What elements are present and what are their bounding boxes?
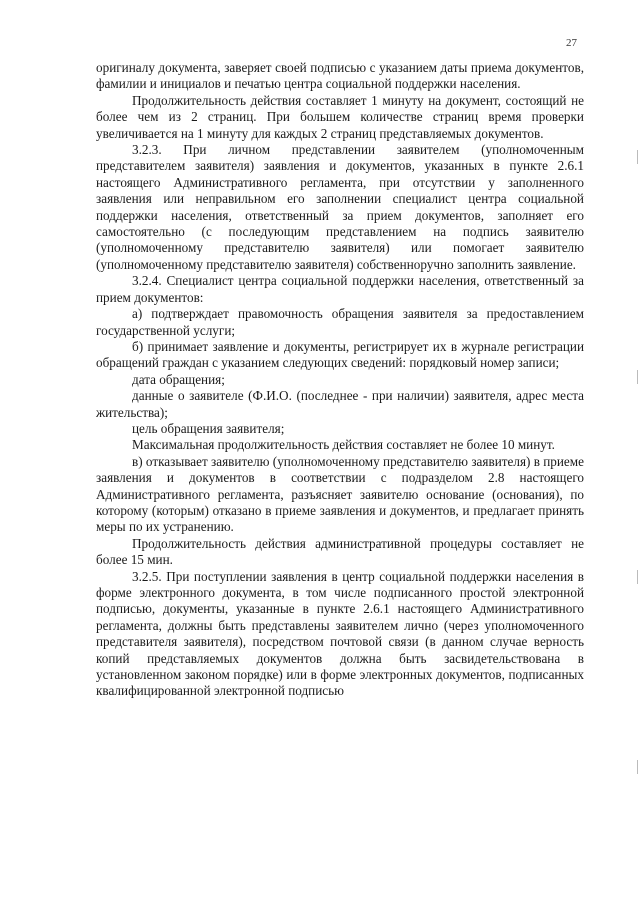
scan-edge-mark	[637, 760, 638, 774]
scan-edge-mark	[637, 370, 638, 384]
page-number: 27	[566, 37, 577, 49]
paragraph-item-v: в) отказывает заявителю (уполномоченному представителю заявителя) в приеме заявления и документов в соответствии с подразделом 2.8 настоящего Административного регламента, разъясняет заявителю основание (основания), по которому (которым) отказано в приеме заявления и документов, и предлагает принять меры по их устранению.	[96, 453, 584, 535]
paragraph-procedure-duration: Продолжительность действия административной процедуры составляет не более 15 мин.	[96, 535, 584, 568]
paragraph-item-b: б) принимает заявление и документы, регистрирует их в журнале регистрации обращений граждан с указанием следующих сведений: порядковый номер записи;	[96, 338, 584, 371]
paragraph-continuation: оригиналу документа, заверяет своей подписью с указанием даты приема документов, фамилии и инициалов и печатью центра социальной поддержки населения.	[96, 60, 584, 92]
scan-edge-mark	[637, 570, 638, 584]
paragraph-3-2-4: 3.2.4. Специалист центра социальной поддержки населения, ответственный за прием документов:	[96, 273, 584, 305]
paragraph-item-a: а) подтверждает правомочность обращения заявителя за предоставлением государственной услуги;	[96, 306, 584, 338]
paragraph-3-2-5: 3.2.5. При поступлении заявления в центр социальной поддержки населения в форме электронного документа, в том числе подписанного простой электронной подписью, документы, указанные в пункте 2.6.1 настоящего Административного регламента, должны быть представлены заявителем лично (через уполномоченного представителя заявителя), посредством почтовой связи (в данном случае верность копий представляемых документов должна быть засвидетельствована в установленном законом порядке) или в форме электронных документов, подписанных квалифицированной электронной подписью	[96, 568, 584, 699]
paragraph-purpose: цель обращения заявителя;	[132, 420, 285, 436]
scan-edge-mark	[637, 150, 638, 164]
document-body	[96, 60, 584, 700]
paragraph-duration-check: Продолжительность действия составляет 1 минуту на документ, состоящий не более чем из 2 страниц. При большем количестве страниц время проверки увеличивается на 1 минуту для каждых 2 страниц представляемых документов.	[96, 92, 584, 141]
paragraph-3-2-3: 3.2.3. При личном представлении заявителем (уполномоченным представителем заявителя) заявления и документов, указанных в пункте 2.6.1 настоящего Административного регламента, при отсутствии у заполненного заявления или неправильном его заполнении специалист центра социальной поддержки населения, ответственный за прием документов, заполняет его самостоятельно (с последующим представлением на подпись заявителю (уполномоченному представителю заявителя) или помогает заявителю (уполномоченному представителю заявителя) собственноручно заполнить заявление.	[96, 142, 584, 272]
paragraph-max-duration: Максимальная продолжительность действия составляет не более 10 минут.	[132, 437, 555, 453]
paragraph-date: дата обращения;	[132, 371, 225, 387]
paragraph-applicant-data: данные о заявителе (Ф.И.О. (последнее - при наличии) заявителя, адрес места жительства);	[96, 388, 584, 420]
